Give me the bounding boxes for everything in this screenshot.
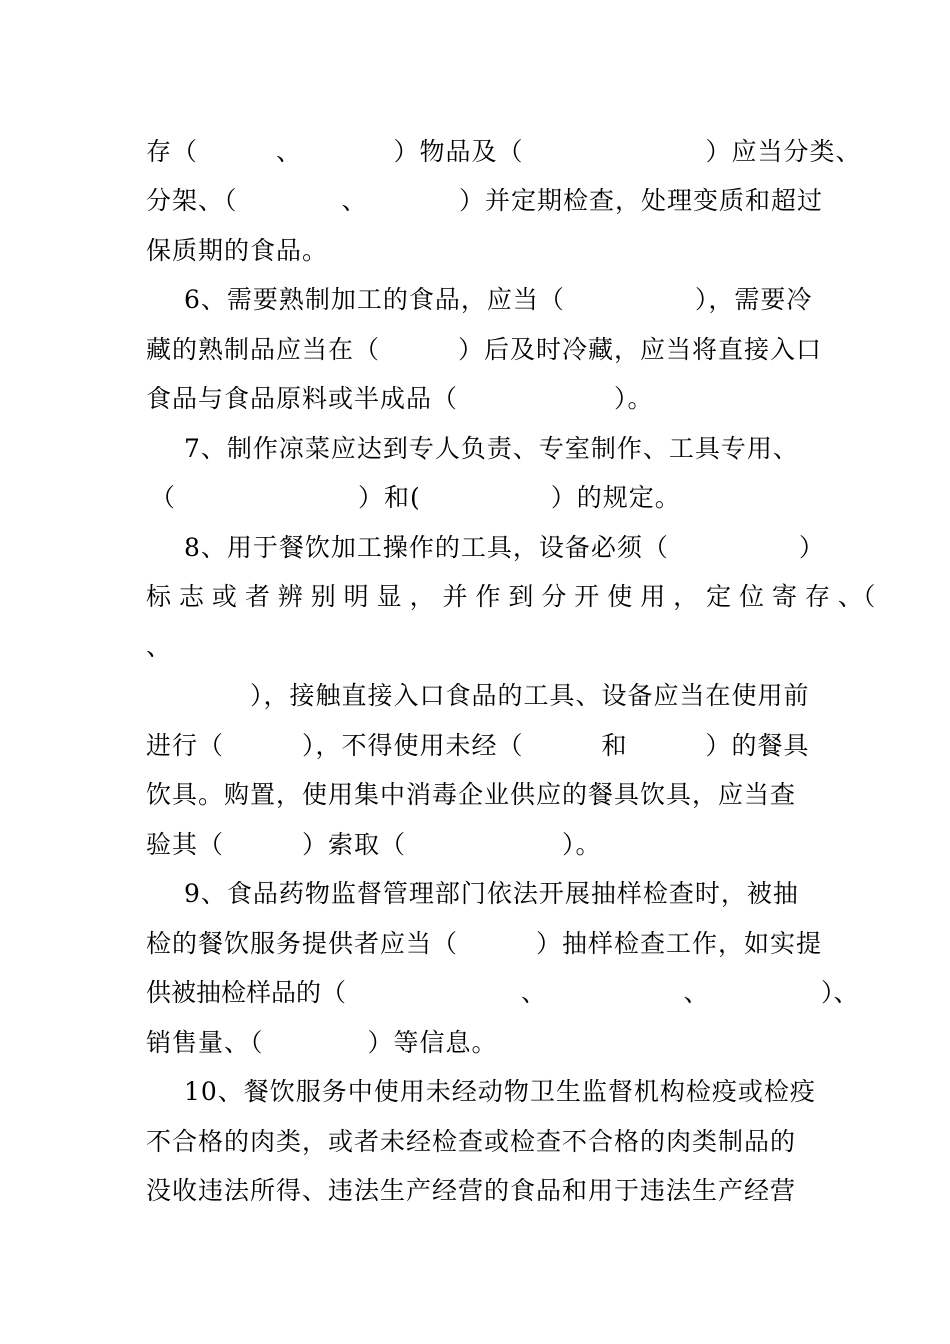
question-9-line: 9、食品药物监督管理部门依法开展抽样检查时，被抽 — [184, 879, 799, 908]
text-line: 销售量、（ ）等信息。 — [146, 1028, 498, 1057]
text-line: 不合格的肉类，或者未经检查或检查不合格的肉类制品的 — [146, 1127, 797, 1156]
text-line: 藏的熟制品应当在（ ）后及时冷藏，应当将直接入口 — [146, 335, 823, 364]
text-line: 食品与食品原料或半成品（ ）。 — [146, 384, 654, 413]
text-line: 、 — [146, 632, 173, 661]
text-line: 供被抽检样品的（ 、 、 ）、 — [146, 978, 859, 1007]
question-7-line: 7、制作凉菜应达到专人负责、专室制作、工具专用、 — [184, 434, 799, 463]
text-line: 饮具。购置，使用集中消毒企业供应的餐具饮具，应当查 — [146, 780, 797, 809]
text-line: 检的餐饮服务提供者应当（ ）抽样检查工作，如实提 — [146, 929, 823, 958]
text-line: 分架、（ 、 ）并定期检查，处理变质和超过 — [146, 186, 824, 215]
text-line: ），接触直接入口食品的工具、设备应当在使用前 — [146, 681, 810, 710]
text-line: 没收违法所得、违法生产经营的食品和用于违法生产经营 — [146, 1176, 797, 1205]
text-line: 标 志 或 者 辨 别 明 显 ， 并 作 到 分 开 使 用 ， 定 位 寄 存 、（ — [146, 582, 876, 611]
question-8-line: 8、用于餐饮加工操作的工具，设备必须（ ） — [184, 533, 825, 562]
text-line: 进行（ ），不得使用未经（ 和 ）的餐具 — [146, 731, 810, 760]
text-line: （ ）和( ）的规定。 — [150, 483, 681, 512]
text-line: 存（ 、 ）物品及（ ）应当分类、 — [146, 137, 862, 166]
text-line: 保质期的食品。 — [146, 236, 329, 265]
question-10-line: 10、餐饮服务中使用未经动物卫生监督机构检疫或检疫 — [184, 1077, 816, 1106]
text-line: 验其（ ）索取（ ）。 — [146, 830, 602, 859]
question-6-line: 6、需要熟制加工的食品，应当（ ），需要冷 — [184, 285, 813, 314]
